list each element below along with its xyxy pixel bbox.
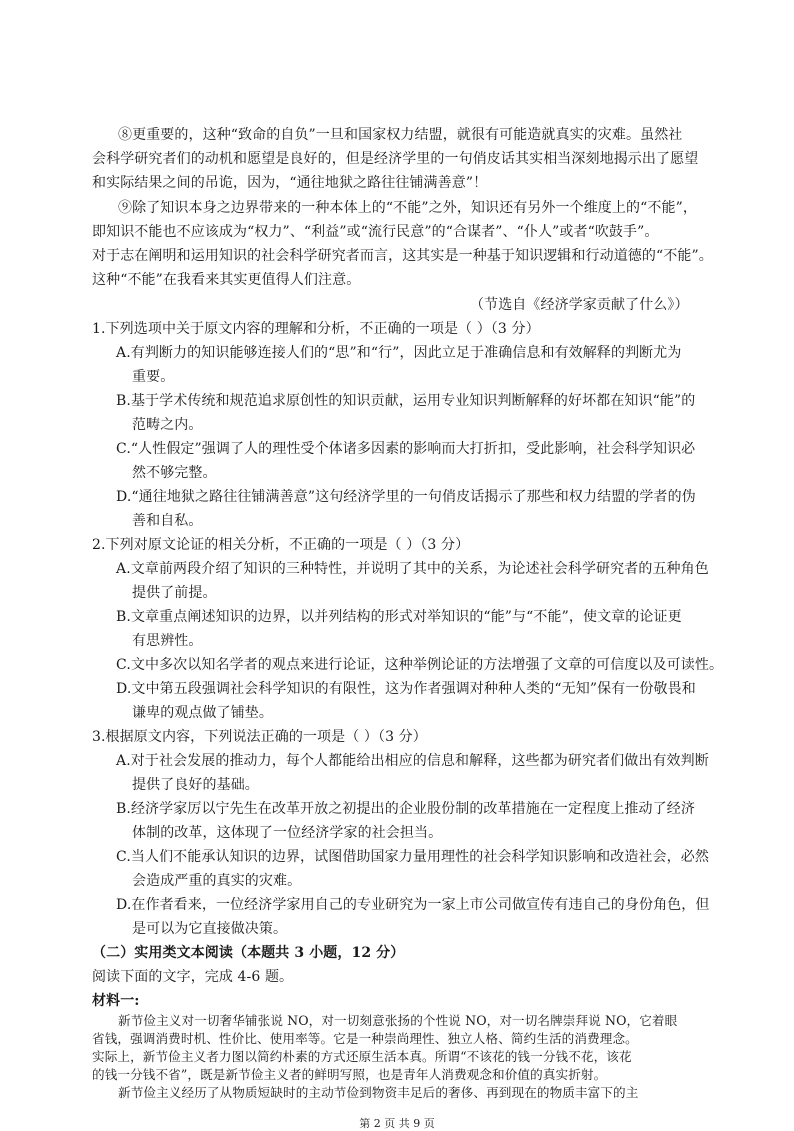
q1-option-c-line-1: C.“人性假定”强调了人的理性受个体诸多因素的影响而大打折扣，受此影响，社会科学知识必: [116, 441, 696, 457]
q2-option-d-line-2: 谦卑的观点做了铺垫。: [132, 705, 273, 721]
q3-option-d-line-2: 是可以为它直接做决策。: [132, 921, 288, 937]
material-1-line-3: 实际上，新节俭主义者力图以简约朴素的方式还原生活本真。所谓“不该花的钱一分钱不花，该花: [92, 1049, 632, 1064]
q1-option-a-line-1: A.有判断力的知识能够连接人们的“思”和“行”，因此立足于准确信息和有效解释的判断尤为: [116, 345, 682, 361]
q1-option-d-line-1: D.“通往地狱之路往往铺满善意”这句经济学里的一句俏皮话揭示了那些和权力结盟的学者的伪: [116, 489, 696, 505]
q1-option-a-line-2: 重要。: [132, 369, 175, 385]
question-2-stem: 2.下列对原文论证的相关分析，不正确的一项是（ ）（3 分）: [92, 537, 470, 553]
q2-option-a-line-1: A.文章前两段介绍了知识的三种特性，并说明了其中的关系，为论述社会科学研究者的五种角色: [116, 561, 709, 577]
material-1-line-2: 省钱，强调消费时机、性价比、使用率等。它是一种崇尚理性、独立人格、简约生活的消费理念。: [92, 1031, 638, 1046]
q2-option-b-line-1: B.文章重点阐述知识的边界，以并列结构的形式对举知识的“能”与“不能”，使文章的论证更: [116, 609, 682, 625]
q3-option-c-line-1: C.当人们不能承认知识的边界，试图借助国家力量用理性的社会科学知识影响和改造社会，必然: [116, 849, 709, 865]
source-citation: （节选自《经济学家贡献了什么》）: [470, 297, 689, 313]
question-3-stem: 3.根据原文内容，下列说法正确的一项是（ ）（3 分）: [92, 729, 427, 745]
q3-option-b-line-1: B.经济学家厉以宁先生在改革开放之初提出的企业股份制的改革措施在一定程度上推动了经济: [116, 801, 695, 817]
q1-option-d-line-2: 善和自私。: [132, 513, 203, 529]
page-footer: 第 2 页 共 9 页: [359, 1117, 435, 1130]
material-1-label: 材料一:: [92, 993, 140, 1009]
paragraph-9-line-2: 即知识不能也不应该成为“权力”、“利益”或“流行民意”的“合谋者”、“仆人”或者“吹鼓手”。: [92, 224, 659, 240]
paragraph-8-line-3: 和实际结果之间的吊诡，因为，“通往地狱之路往往铺满善意”！: [92, 175, 488, 191]
paragraph-9-line-4: 这种“不能”在我看来其实更值得人们注意。: [92, 272, 361, 288]
material-1-line-1: 新节俭主义对一切奢华铺张说 NO，对一切刻意张扬的个性说 NO，对一切名牌崇拜说 NO，它着眼: [118, 1013, 678, 1028]
q2-option-d-line-1: D.文中第五段强调社会科学知识的有限性，这为作者强调对种种人类的“无知”保有一份敬畏和: [116, 681, 696, 697]
q1-option-b-line-2: 范畴之内。: [132, 417, 203, 433]
paragraph-9-line-3: 对于志在阐明和运用知识的社会科学研究者而言，这其实是一种基于知识逻辑和行动道德的“不能”。: [92, 248, 713, 264]
q1-option-c-line-2: 然不够完整。: [132, 465, 217, 481]
section-2-heading: （二）实用类文本阅读（本题共 3 小题，12 分）: [92, 945, 405, 961]
q2-option-c-line-1: C.文中多次以知名学者的观点来进行论证，这种举例论证的方法增强了文章的可信度以及可读性。: [116, 657, 724, 673]
paragraph-8-line-2: 会科学研究者们的动机和愿望是良好的，但是经济学里的一句俏皮话其实相当深刻地揭示出了愿望: [92, 151, 699, 167]
material-1-line-5: 新节俭主义经历了从物质短缺时的主动节俭到物资丰足后的奢侈、再到现在的物质丰富下的主: [118, 1085, 639, 1100]
q3-option-d-line-1: D.在作者看来，一位经济学家用自己的专业研究为一家上市公司做宣传有违自己的身份角色，但: [116, 897, 710, 913]
section-2-instruction: 阅读下面的文字，完成 4-6 题。: [92, 969, 294, 985]
paragraph-9-line-1: ⑨除了知识本身之边界带来的一种本体上的“不能”之外，知识还有另外一个维度上的“不能”，: [118, 200, 697, 216]
paragraph-8-line-1: ⑧更重要的，这种“致命的自负”一旦和国家权力结盟，就很有可能造就真实的灾难。虽然社: [118, 127, 683, 143]
q3-option-a-line-2: 提供了良好的基础。: [132, 777, 259, 793]
question-1-stem: 1.下列选项中关于原文内容的理解和分析，不正确的一项是（ ）（3 分）: [92, 321, 540, 337]
q3-option-a-line-1: A.对于社会发展的推动力，每个人都能给出相应的信息和解释，这些都为研究者们做出有效判断: [116, 753, 709, 769]
q3-option-c-line-2: 会造成严重的真实的灾难。: [132, 873, 302, 889]
q2-option-b-line-2: 有思辨性。: [132, 633, 203, 649]
q2-option-a-line-2: 提供了前提。: [132, 585, 217, 601]
q3-option-b-line-2: 体制的改革，这体现了一位经济学家的社会担当。: [132, 825, 443, 841]
q1-option-b-line-1: B.基于学术传统和规范追求原创性的知识贡献，运用专业知识判断解释的好坏都在知识“能”的: [116, 393, 696, 409]
material-1-line-4: 的钱一分钱不省”，既是新节俭主义者的鲜明写照，也是青年人消费观念和价值的真实折射。: [92, 1067, 607, 1082]
